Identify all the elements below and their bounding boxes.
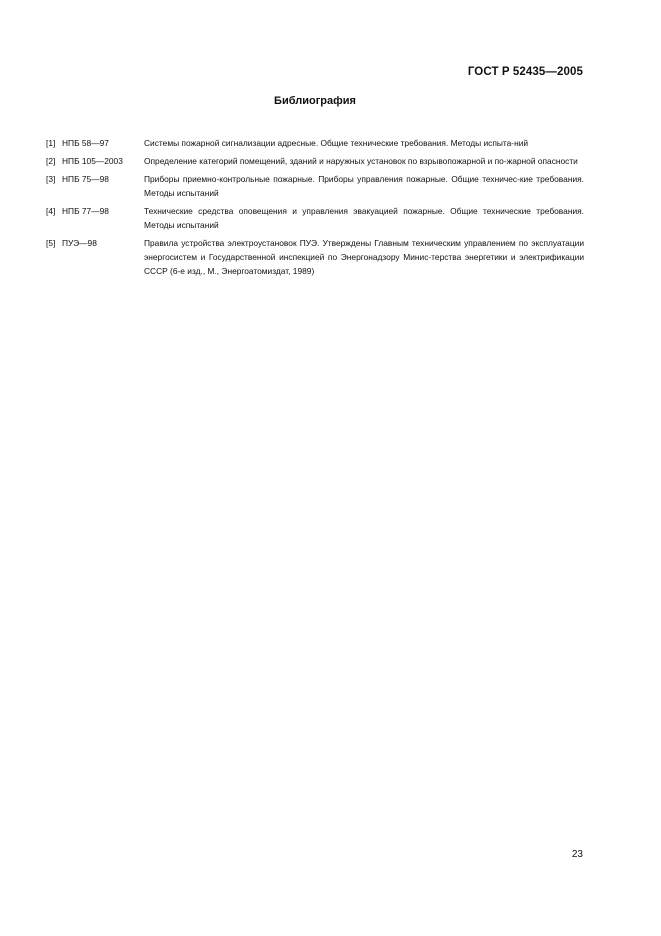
- entry-number: [2]: [46, 156, 56, 166]
- entry-code: НПБ 77—98: [62, 206, 109, 216]
- bibliography-entry: [46, 204, 584, 232]
- bibliography-entry: [46, 172, 584, 200]
- entry-code: НПБ 105—2003: [62, 156, 123, 166]
- entry-text: Системы пожарной сигнализации адресные. Общие технические требования. Методы испыта-ний: [144, 138, 529, 148]
- entry-number: [5]: [46, 238, 56, 248]
- entry-text: Правила устройства электроустановок ПУЭ. Утверждены Главным техническим управлением по эксплуатации энергосистем и Государственной инспекцией по Энергонадзору Минис-терства энергетики и электрификации СССР (6-е изд., М., Энергоатомиздат, 1989): [144, 238, 584, 276]
- bibliography-entry: [46, 236, 584, 278]
- entry-number: [3]: [46, 174, 56, 184]
- page-number: 23: [571, 849, 583, 860]
- entry-text: Определение категорий помещений, зданий и наружных установок по взрывопожарной и по-жарной опасности: [144, 156, 578, 166]
- document-code: ГОСТ Р 52435—2005: [467, 66, 583, 78]
- section-title: Библиография: [274, 95, 356, 107]
- entry-number: [4]: [46, 206, 56, 216]
- bibliography-entry: [46, 154, 584, 168]
- entry-code: НПБ 58—97: [62, 138, 109, 148]
- entry-text: Приборы приемно-контрольные пожарные. Приборы управления пожарные. Общие техничес-кие требования. Методы испытаний: [144, 174, 584, 198]
- entry-code: НПБ 75—98: [62, 174, 109, 184]
- entry-code: ПУЭ—98: [62, 238, 97, 248]
- bibliography-list: [46, 136, 584, 282]
- entry-number: [1]: [46, 138, 56, 148]
- entry-text: Технические средства оповещения и управления эвакуацией пожарные. Общие технические требования. Методы испытаний: [144, 206, 584, 230]
- bibliography-entry: [46, 136, 584, 150]
